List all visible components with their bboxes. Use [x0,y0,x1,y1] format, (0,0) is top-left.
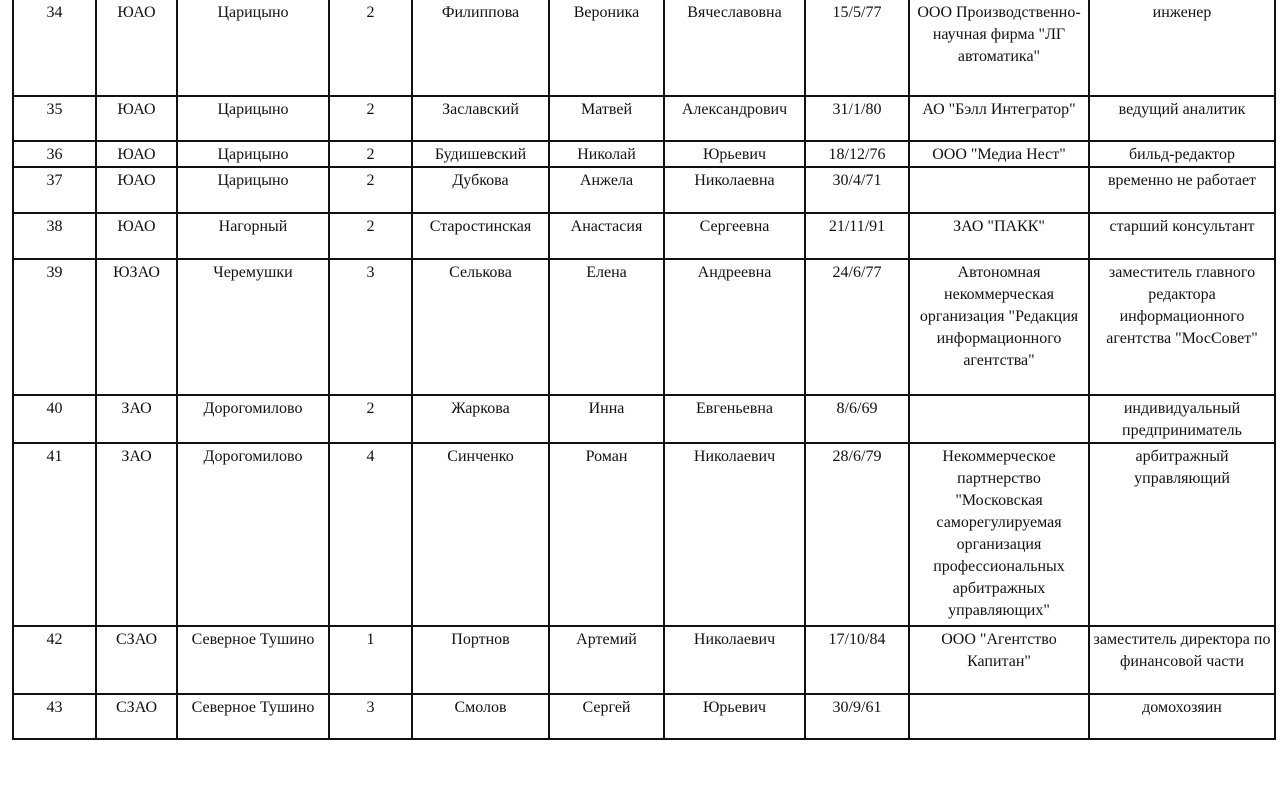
surname-cell: Будишевский [412,141,549,167]
organization-cell: АО "Бэлл Интегратор" [909,96,1089,141]
table-row [13,259,1275,395]
organization-cell [909,395,1089,443]
first-name-cell: Николай [549,141,664,167]
surname-cell: Портнов [412,626,549,694]
patronymic-cell: Евгеньевна [664,395,805,443]
row-number: 39 [13,259,96,395]
code-cell: 3 [329,694,412,739]
first-name-cell: Артемий [549,626,664,694]
district-cell: Царицыно [177,141,329,167]
okrug-cell: ЮАО [96,213,177,259]
birth-date-cell: 15/5/77 [805,0,909,96]
first-name-cell: Сергей [549,694,664,739]
birth-date-cell: 17/10/84 [805,626,909,694]
position-cell: временно не работает [1089,167,1275,213]
code-cell: 4 [329,443,412,626]
row-number: 42 [13,626,96,694]
first-name-cell: Роман [549,443,664,626]
okrug-cell: ЮАО [96,96,177,141]
patronymic-cell: Вячеславовна [664,0,805,96]
organization-cell: Некоммерческое партнерство "Московская саморегулируемая организация профессиональных арбитражных управляющих" [909,443,1089,626]
organization-cell [909,694,1089,739]
code-cell: 2 [329,395,412,443]
surname-cell: Синченко [412,443,549,626]
okrug-cell: ЮЗАО [96,259,177,395]
position-cell: домохозяин [1089,694,1275,739]
surname-cell: Старостинская [412,213,549,259]
table-row [13,0,1275,96]
row-number: 43 [13,694,96,739]
district-cell: Царицыно [177,0,329,96]
first-name-cell: Елена [549,259,664,395]
birth-date-cell: 31/1/80 [805,96,909,141]
patronymic-cell: Николаевич [664,443,805,626]
code-cell: 1 [329,626,412,694]
okrug-cell: ЗАО [96,443,177,626]
position-cell: инженер [1089,0,1275,96]
position-cell: старший консультант [1089,213,1275,259]
surname-cell: Смолов [412,694,549,739]
organization-cell: Автономная некоммерческая организация "Редакция информационного агентства" [909,259,1089,395]
patronymic-cell: Юрьевич [664,141,805,167]
organization-cell: ООО "Медиа Нест" [909,141,1089,167]
table-row [13,167,1275,213]
code-cell: 3 [329,259,412,395]
position-cell: бильд-редактор [1089,141,1275,167]
okrug-cell: СЗАО [96,694,177,739]
first-name-cell: Анжела [549,167,664,213]
table-row [13,96,1275,141]
district-cell: Северное Тушино [177,694,329,739]
okrug-cell: ЮАО [96,141,177,167]
birth-date-cell: 8/6/69 [805,395,909,443]
code-cell: 2 [329,96,412,141]
patronymic-cell: Николаевна [664,167,805,213]
birth-date-cell: 21/11/91 [805,213,909,259]
organization-cell: ООО "Агентство Капитан" [909,626,1089,694]
okrug-cell: ЗАО [96,395,177,443]
district-cell: Черемушки [177,259,329,395]
organization-cell: ЗАО "ПАКК" [909,213,1089,259]
surname-cell: Селькова [412,259,549,395]
row-number: 36 [13,141,96,167]
row-number: 38 [13,213,96,259]
code-cell: 2 [329,141,412,167]
table-row [13,395,1275,443]
district-cell: Царицыно [177,167,329,213]
candidates-table [12,0,1276,740]
table-row [13,626,1275,694]
patronymic-cell: Александрович [664,96,805,141]
table-row [13,141,1275,167]
organization-cell: ООО Производственно-научная фирма "ЛГ автоматика" [909,0,1089,96]
patronymic-cell: Николаевич [664,626,805,694]
first-name-cell: Матвей [549,96,664,141]
birth-date-cell: 30/4/71 [805,167,909,213]
table-row [13,213,1275,259]
district-cell: Дорогомилово [177,443,329,626]
surname-cell: Заславский [412,96,549,141]
organization-cell [909,167,1089,213]
okrug-cell: ЮАО [96,167,177,213]
row-number: 37 [13,167,96,213]
patronymic-cell: Сергеевна [664,213,805,259]
row-number: 34 [13,0,96,96]
row-number: 35 [13,96,96,141]
position-cell: арбитражный управляющий [1089,443,1275,626]
first-name-cell: Инна [549,395,664,443]
position-cell: индивидуальный предприниматель [1089,395,1275,443]
code-cell: 2 [329,167,412,213]
code-cell: 2 [329,213,412,259]
first-name-cell: Анастасия [549,213,664,259]
table-row [13,443,1275,626]
table-row [13,694,1275,739]
birth-date-cell: 24/6/77 [805,259,909,395]
position-cell: заместитель главного редактора информационного агентства "МосСовет" [1089,259,1275,395]
birth-date-cell: 30/9/61 [805,694,909,739]
birth-date-cell: 28/6/79 [805,443,909,626]
surname-cell: Филиппова [412,0,549,96]
row-number: 41 [13,443,96,626]
okrug-cell: СЗАО [96,626,177,694]
position-cell: ведущий аналитик [1089,96,1275,141]
patronymic-cell: Юрьевич [664,694,805,739]
code-cell: 2 [329,0,412,96]
district-cell: Царицыно [177,96,329,141]
surname-cell: Дубкова [412,167,549,213]
birth-date-cell: 18/12/76 [805,141,909,167]
surname-cell: Жаркова [412,395,549,443]
row-number: 40 [13,395,96,443]
okrug-cell: ЮАО [96,0,177,96]
district-cell: Дорогомилово [177,395,329,443]
first-name-cell: Вероника [549,0,664,96]
district-cell: Нагорный [177,213,329,259]
position-cell: заместитель директора по финансовой части [1089,626,1275,694]
patronymic-cell: Андреевна [664,259,805,395]
district-cell: Северное Тушино [177,626,329,694]
